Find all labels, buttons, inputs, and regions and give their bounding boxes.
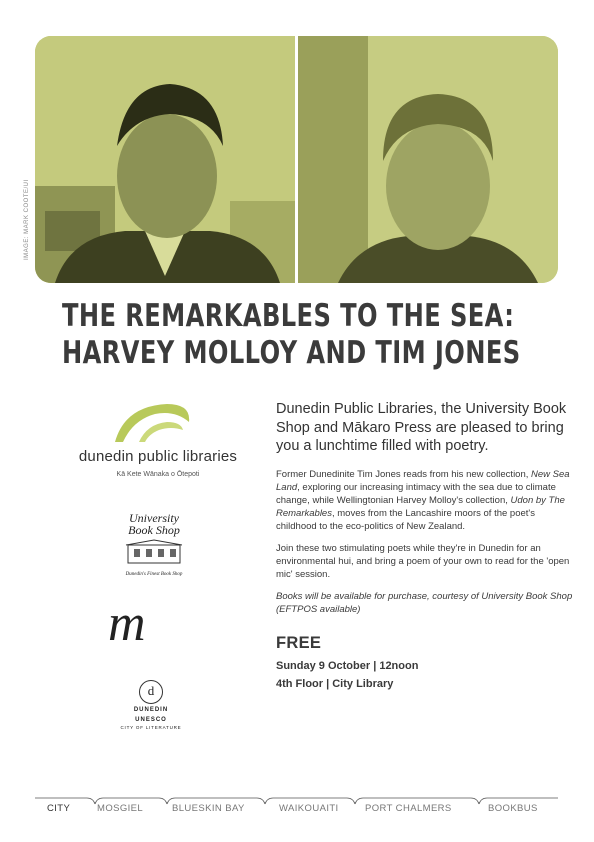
ubs-building-icon [124, 539, 184, 565]
paragraph-readings [276, 468, 576, 533]
unesco-city-of-literature-logo [95, 680, 207, 730]
paragraph-open-mic: Join these two stimulating poets while they're in Dunedin for an environmental hui, and bring a poem of your own to read for the 'open mic' session. [276, 542, 570, 580]
unesco-line-3: CITY OF LITERATURE [120, 725, 182, 730]
ubs-logo-text: University Book Shop [128, 511, 180, 537]
unesco-line-1: DUNEDIN [133, 707, 169, 713]
dunedin-libraries-subtitle: Kā Kete Wānaka o Ōtepoti [116, 471, 200, 478]
unesco-d-icon: d [139, 680, 163, 704]
makaro-press-logo: m [108, 595, 146, 652]
book-title-new-sea-land: New Sea Land [276, 468, 570, 493]
nav-item-mosgiel[interactable]: MOSGIEL [97, 803, 144, 814]
paragraph-books-available: Books will be available for purchase, courtesy of University Book Shop (EFTPOS available) [276, 590, 573, 615]
lead-paragraph: Dunedin Public Libraries, the University Book Shop and Mākaro Press are pleased to bring you a lunchtime filled with poetry. [276, 401, 567, 454]
university-book-shop-logo [112, 512, 196, 577]
header-photos [35, 36, 558, 283]
nav-item-port-chalmers[interactable]: PORT CHALMERS [365, 803, 452, 814]
unesco-line-2: UNESCO [135, 717, 167, 723]
nav-item-bookbus[interactable]: BOOKBUS [488, 803, 538, 814]
event-location: 4th Floor | City Library [276, 677, 394, 690]
nav-item-waikouaiti[interactable]: WAIKOUAITI [279, 803, 339, 814]
ubs-tagline: Dunedin's Finest Book Shop [125, 572, 183, 577]
tim-jones-photo [298, 36, 558, 283]
event-title [62, 298, 521, 372]
event-description [276, 400, 576, 693]
dunedin-libraries-logo-text: dunedin public libraries [78, 448, 238, 465]
price-label: FREE [276, 633, 322, 652]
event-date-time: Sunday 9 October | 12noon [276, 659, 419, 672]
library-branches-nav [35, 794, 558, 820]
p1-text-c: , exploring our increasing intimacy with the sea due to climate change, while Wellingtonian Harvey Molloy's collection, [276, 481, 556, 506]
dunedin-libraries-leaf-icon [60, 398, 240, 451]
harvey-molloy-photo [35, 36, 295, 283]
photo-credit: IMAGE: MARK COOTE/UI [24, 179, 30, 260]
book-title-udon: Udon by The Remarkables [276, 494, 565, 519]
nav-item-blueskin-bay[interactable]: BLUESKIN BAY [172, 803, 245, 814]
nav-item-city[interactable]: CITY [47, 803, 71, 814]
body-text [276, 468, 576, 616]
title-line-1: THE REMARKABLES TO THE SEA: [62, 298, 515, 334]
p1-text-a: Former Dunedinite Tim Jones reads from his new collection, [276, 468, 532, 480]
event-details [276, 657, 576, 693]
p1-text-e: , moves from the Lancashire moors of the poet's childhood to the eco-politics of New Zealand. [276, 507, 535, 532]
title-line-2: HARVEY MOLLOY AND TIM JONES [62, 335, 521, 371]
